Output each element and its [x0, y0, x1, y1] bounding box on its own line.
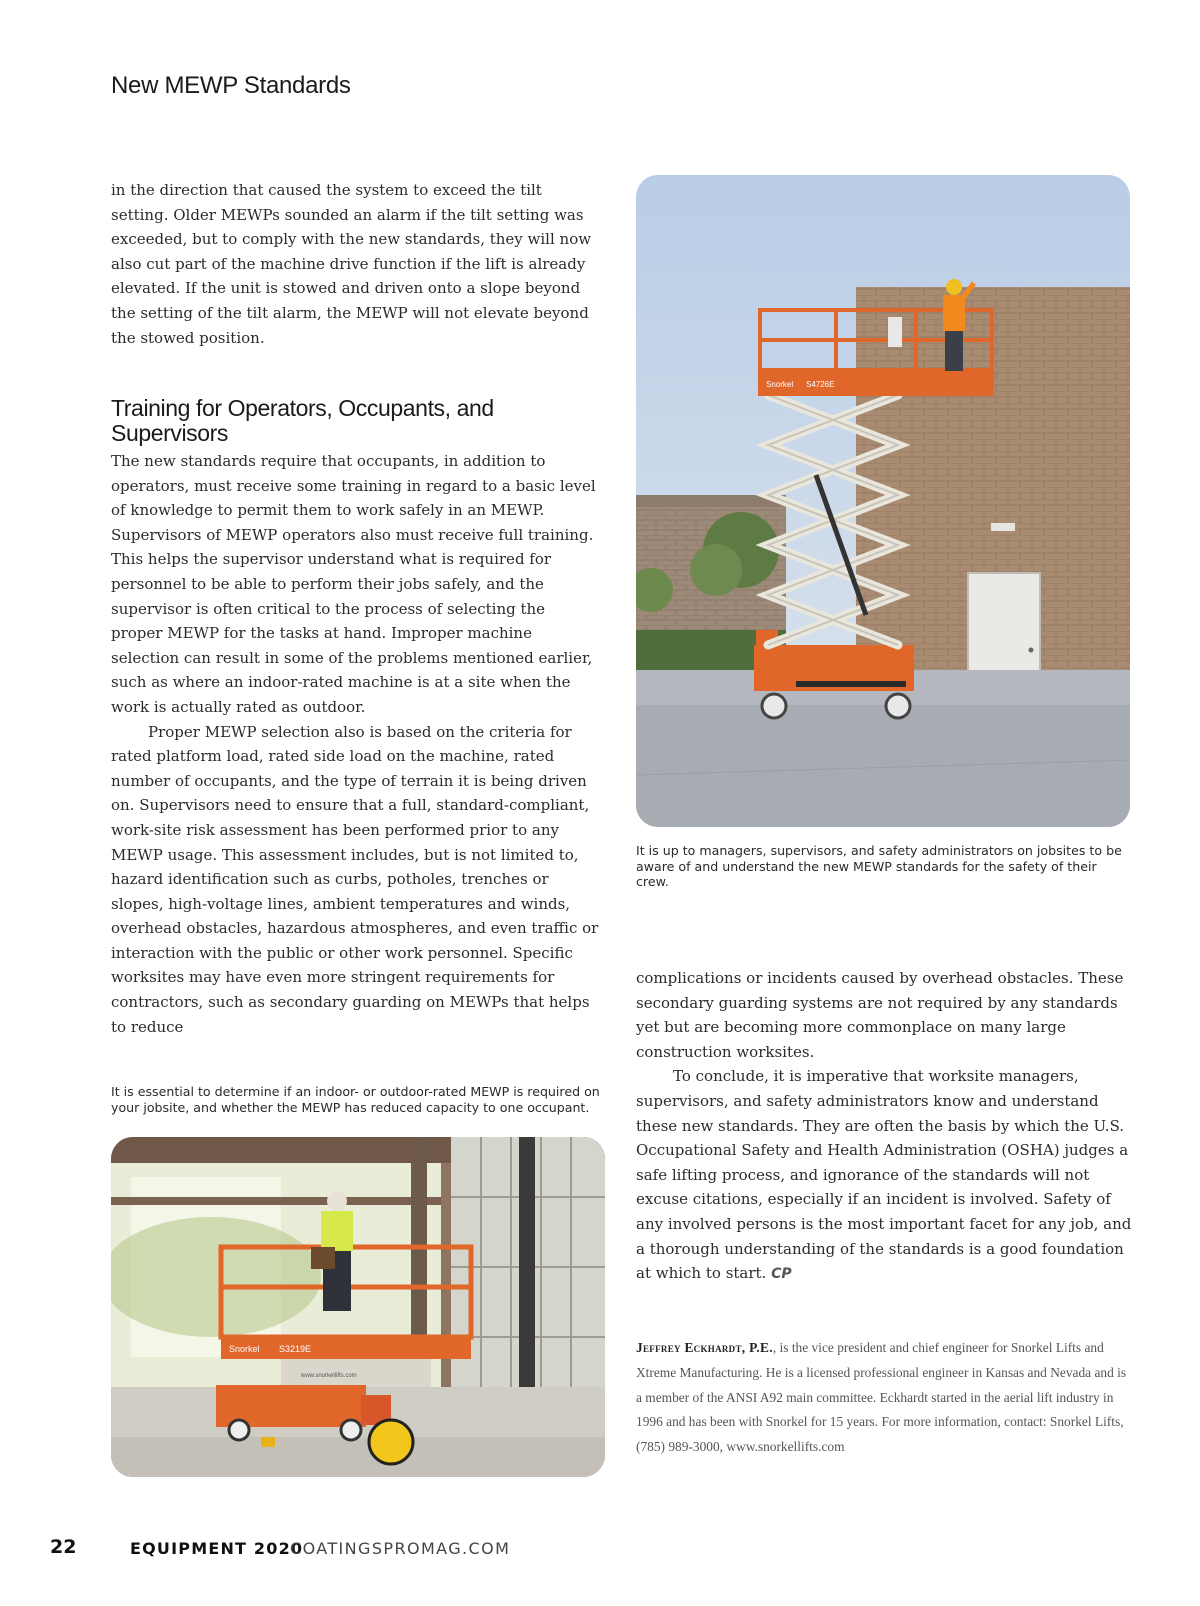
website-label: COATINGSPROMAG.COM: [290, 1539, 511, 1558]
author-bio: [636, 1336, 1131, 1460]
top-lift-brand: Snorkel: [766, 380, 794, 389]
body-paragraph: complications or incidents caused by overhead obstacles. These secondary guarding systems are not required by any standards yet but are becoming more commonplace on many large construction worksites.: [636, 969, 1124, 1061]
bottom-photo-caption: It is essential to determine if an indoor- or outdoor-rated MEWP is required on your jobsite, and whether the MEWP has reduced capacity to one occupant.: [111, 1084, 600, 1115]
author-name: Jeffrey Eckhardt, P.E.: [636, 1340, 773, 1355]
intro-paragraph: in the direction that caused the system to exceed the tilt setting. Older MEWPs sounded an alarm if the tilt setting was exceeded, but to comply with the new standards, they will now also cut part of the machine drive function if the lift is already elevated. If the unit is stowed and driven onto a slope beyond the setting of the tilt alarm, the MEWP will not elevate beyond the stowed position.: [111, 181, 592, 347]
subheading: Training for Operators, Occupants, and Supervisors: [111, 395, 494, 446]
body-paragraph: Proper MEWP selection also is based on the criteria for rated platform load, rated side load on the machine, rated number of occupants, and the type of terrain it is being driven on. Supervisors need to ensure that a full, standard-compliant, work-site risk assessment has been performed prior to any MEWP usage. This assessment includes, but is not limited to, hazard identification such as curbs, potholes, trenches or slopes, high-voltage lines, ambient temperatures and winds, overhead obstacles, hazardous atmospheres, and even traffic or interaction with the public or other work personnel. Specific worksites may have even more stringent requirements for contractors, such as secondary guarding on MEWPs that helps to reduce: [111, 722, 599, 1036]
right-column-body: [636, 966, 1136, 1287]
indoor-lift-illustration: [111, 1137, 605, 1477]
body-paragraph: The new standards require that occupants, in addition to operators, must receive some training in regard to a basic level of knowledge to permit them to work safely in an MEWP. Supervisors of MEWP operators also must receive full training. This helps the supervisor understand what is required for personnel to be able to perform their jobs safely, and the supervisor is often critical to the process of selecting the proper MEWP for the tasks at hand. Improper machine selection can result in some of the problems mentioned earlier, such as where an indoor-rated machine is at a site when the work is actually rated as outdoor.: [111, 452, 596, 716]
body-paragraph-text: To conclude, it is imperative that worksite managers, supervisors, and safety administrators know and understand these new standards. They are often the basis by which the U.S. Occupational Safety and Health Administration (OSHA) judges a safe lifting process, and ignorance of the standards will not excuse citations, especially if an incident is involved. Safety of any involved persons is the most important facet for any job, and a thorough understanding of the standards is a good foundation at which to start.: [636, 1067, 1132, 1283]
scissor-lift-photo-indoor: [111, 1137, 605, 1477]
author-bio-text: , is the vice president and chief engineer for Snorkel Lifts and Xtreme Manufacturing. He is a licensed professional engineer in Kansas and Nevada and is a member of the ANSI A92 main committee. Eckhardt started in the aerial lift industry in 1996 and has been with Snorkel for 15 years. For more information, contact: Snorkel Lifts, (785) 989-3000, www.snorkellifts.com: [636, 1340, 1127, 1455]
scissor-lift-photo-outdoor: [636, 175, 1130, 827]
end-mark: CP: [771, 1266, 792, 1283]
bottom-lift-model: S3219E: [279, 1344, 312, 1354]
top-lift-model: S4726E: [806, 380, 835, 389]
top-photo-caption: It is up to managers, supervisors, and safety administrators on jobsites to be aware of and understand the new MEWP standards for the safety of their crew.: [636, 843, 1122, 889]
bottom-lift-url: www.snorkellifts.com: [301, 1373, 357, 1379]
page-number: 22: [50, 1536, 77, 1558]
left-column-body: [111, 449, 601, 1039]
outdoor-lift-illustration: [636, 175, 1130, 827]
body-paragraph-with-end-mark: [636, 1064, 1136, 1286]
left-column-intro: [111, 178, 601, 350]
bottom-lift-brand: Snorkel: [229, 1344, 260, 1354]
section-title: New MEWP Standards: [111, 72, 351, 99]
issue-label: EQUIPMENT 2020: [130, 1539, 304, 1558]
